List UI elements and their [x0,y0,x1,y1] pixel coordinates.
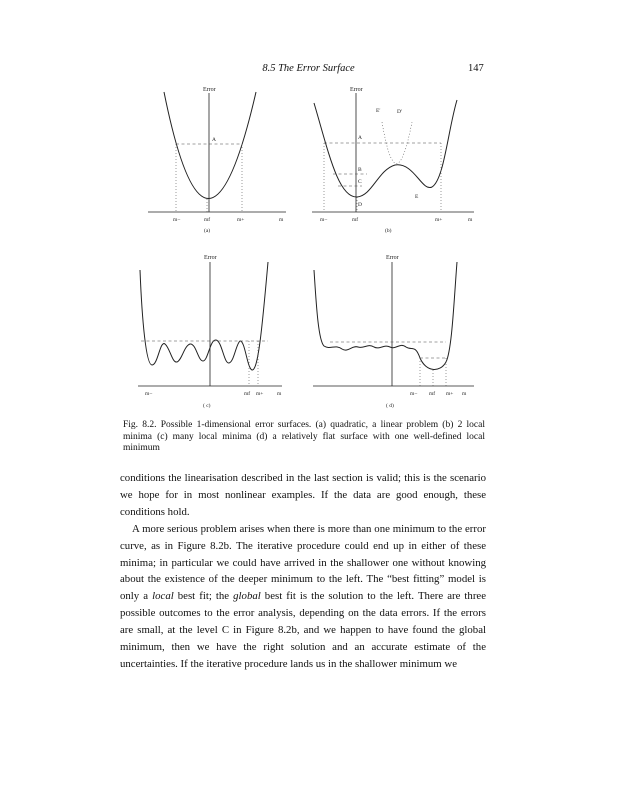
page-header [0,63,617,77]
panel-a [148,87,286,234]
point-label: E [415,194,419,200]
tick-label: mf [429,391,436,397]
tick-label: mf [352,217,359,223]
tick-label: mf [204,217,211,223]
point-label: B [358,167,362,173]
ylabel: Error [386,255,399,261]
tick-label: m− [410,391,418,397]
error-curve [314,262,457,369]
panel-sublabel: (b) [385,228,392,234]
page-number: 147 [468,63,484,74]
error-curve [314,100,457,197]
paragraph: conditions the linearisation described in the last section is valid; this is the scenario we hope for in most nonlinear examples. If the data are good enough, these conditions hold. [120,472,486,518]
tick-label: m [462,391,467,397]
tick-label: m+ [237,217,245,223]
tick-label: m− [145,391,153,397]
ylabel: Error [203,87,216,93]
error-curve [164,92,256,199]
panel-sublabel: ( d) [386,403,394,409]
tick-label: m+ [446,391,454,397]
point-label: A [358,135,362,141]
tick-label: m− [173,217,181,223]
paragraph: A more serious problem arises when there is more than one minimum to the error curve, as in Figure 8.2b. The iterative procedure could end up in either of these minima; in particular we could have arrived in the shallower one without knowing about the existence of the deeper minimum to the left. The “best fitting” model is only a local best fit; the global best fit is the solution to the left. There are three possible outcomes to the error analysis, depending on the data errors. If the errors are small, at the level C in Figure 8.2b, and we happen to have found the global minimum, then we have the right solution and an accurate estimate of the uncertainties. If the iterative procedure lands us in the shallower minimum we [120,522,487,670]
point-label: D [358,202,362,208]
emphasis-local: local [152,590,174,603]
panel-d [313,255,474,409]
ylabel: Error [204,255,217,261]
tick-label: mf [244,391,251,397]
tick-label: m [279,217,284,223]
panel-c [138,255,282,409]
figure-8-2 [0,80,617,415]
tick-label: m [277,391,282,397]
figure-caption: Fig. 8.2. Possible 1-dimensional error surfaces. (a) quadratic, a linear problem (b) 2 local minima (c) many local minima (d) a relatively flat surface with one well-defined local minimum [123,420,485,453]
tick-label: m− [320,217,328,223]
point-label: C [358,179,362,185]
tick-label: m+ [435,217,443,223]
panel-sublabel: (a) [204,228,211,234]
ylabel: Error [350,87,363,93]
point-label: E' [376,108,381,114]
tick-label: m [468,217,473,223]
point-label: A [212,137,216,143]
panel-sublabel: ( c) [203,403,211,409]
running-title: 8.5 The Error Surface [262,63,355,74]
emphasis-global: global [233,590,261,603]
tick-label: m+ [256,391,264,397]
point-label: D' [397,109,402,115]
body-text [120,470,486,673]
panel-b [312,87,474,234]
